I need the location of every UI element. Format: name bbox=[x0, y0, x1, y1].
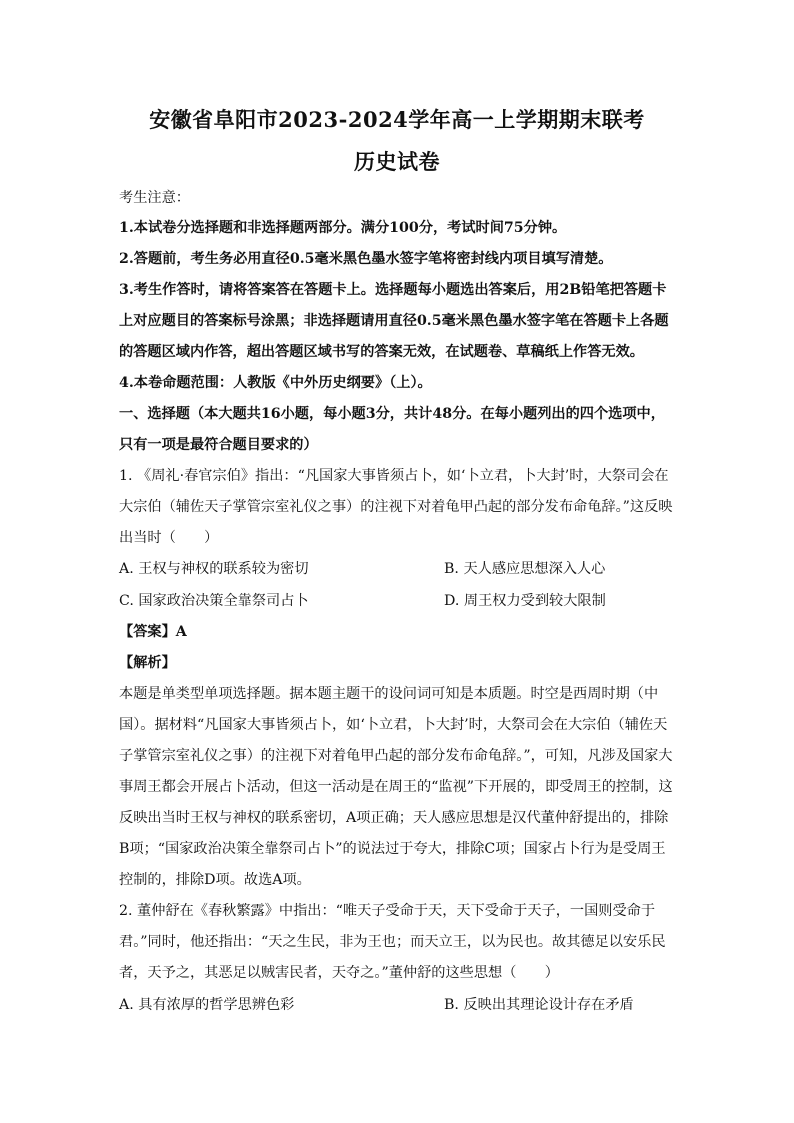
q1-analysis-line-5: 反映出当时王权与神权的联系密切，A项正确；天人感应思想是汉代董仲舒提出的，排除 bbox=[119, 810, 669, 826]
q1-answer: 【答案】A bbox=[119, 624, 187, 640]
exam-subtitle: 历史试卷 bbox=[354, 149, 440, 174]
q1-option-b: B. 天人感应思想深入人心 bbox=[444, 561, 606, 577]
q2-stem-line-2: 君。”同时，他还指出：“天之生民，非为王也；而天立王，以为民也。故其德足以安乐民 bbox=[119, 934, 666, 950]
q1-stem-line-2: 大宗伯（辅佐天子掌管宗室礼仪之事）的注视下对着龟甲凸起的部分发布命龟辞。”这反映 bbox=[119, 499, 673, 515]
q1-option-a: A. 王权与神权的联系较为密切 bbox=[119, 561, 309, 577]
notice-item-3-line-1: 3.考生作答时，请将答案答在答题卡上。选择题每小题选出答案后，用2B铅笔把答题卡 bbox=[119, 282, 667, 298]
q1-stem-line-1: 1. 《周礼·春官宗伯》指出：“凡国家大事皆须占卜，如‘卜立君，卜大封’时，大祭司会在 bbox=[119, 468, 669, 484]
exam-title: 安徽省阜阳市2023-2024学年高一上学期期末联考 bbox=[149, 107, 645, 132]
notice-item-3-line-2: 上对应题目的答案标号涂黑；非选择题请用直径0.5毫米黑色墨水签字笔在答题卡上各题 bbox=[119, 313, 669, 329]
q1-analysis-line-2: 国）。据材料“凡国家大事皆须占卜，如‘卜立君，卜大封’时，大祭司会在大宗伯（辅佐天 bbox=[119, 717, 668, 733]
notice-item-4: 4.本卷命题范围：人教版《中外历史纲要》（上）。 bbox=[119, 375, 432, 391]
q1-option-d: D. 周王权力受到较大限制 bbox=[444, 593, 606, 609]
section-heading-line-1: 一、选择题（本大题共16小题，每小题3分，共计48分。在每小题列出的四个选项中， bbox=[119, 406, 665, 422]
q1-analysis-line-6: B项；“国家政治决策全靠祭司占卜”的说法过于夸大，排除C项；国家占卜行为是受周王 bbox=[119, 841, 666, 857]
q2-stem-line-1: 2. 董仲舒在《春秋繁露》中指出：“唯天子受命于天，天下受命于天子，一国则受命于 bbox=[119, 903, 656, 919]
notice-item-1: 1.本试卷分选择题和非选择题两部分。满分100分，考试时间75分钟。 bbox=[119, 220, 567, 236]
q2-stem-line-3: 者，天予之，其恶足以贼害民者，天夺之。”董仲舒的这些思想（ ） bbox=[119, 965, 559, 981]
q1-analysis-line-1: 本题是单类型单项选择题。据本题主题干的设问词可知是本质题。时空是西周时期（中 bbox=[119, 686, 659, 702]
q1-analysis-line-3: 子掌管宗室礼仪之事）的注视下对着龟甲凸起的部分发布命龟辞。”，可知，凡涉及国家大 bbox=[119, 748, 673, 764]
q1-analysis-line-4: 事周王都会开展占卜活动，但这一活动是在周王的“监视”下开展的，即受周王的控制，这 bbox=[119, 779, 673, 795]
q1-analysis-label: 【解析】 bbox=[119, 655, 176, 671]
section-heading-line-2: 只有一项是最符合题目要求的） bbox=[119, 437, 318, 453]
q2-option-b: B. 反映出其理论设计存在矛盾 bbox=[444, 997, 634, 1013]
notice-item-3-line-3: 的答题区域内作答，超出答题区域书写的答案无效，在试题卷、草稿纸上作答无效。 bbox=[119, 344, 644, 360]
q1-analysis-line-7: 控制的，排除D项。故选A项。 bbox=[119, 872, 311, 888]
q1-option-c: C. 国家政治决策全靠祭司占卜 bbox=[119, 593, 309, 609]
notice-item-2: 2.答题前，考生务必用直径0.5毫米黑色墨水签字笔将密封线内项目填写清楚。 bbox=[119, 251, 613, 267]
q2-option-a: A. 具有浓厚的哲学思辨色彩 bbox=[119, 997, 295, 1013]
notice-heading: 考生注意： bbox=[119, 190, 190, 206]
q1-stem-line-3: 出当时（ ） bbox=[119, 530, 219, 546]
